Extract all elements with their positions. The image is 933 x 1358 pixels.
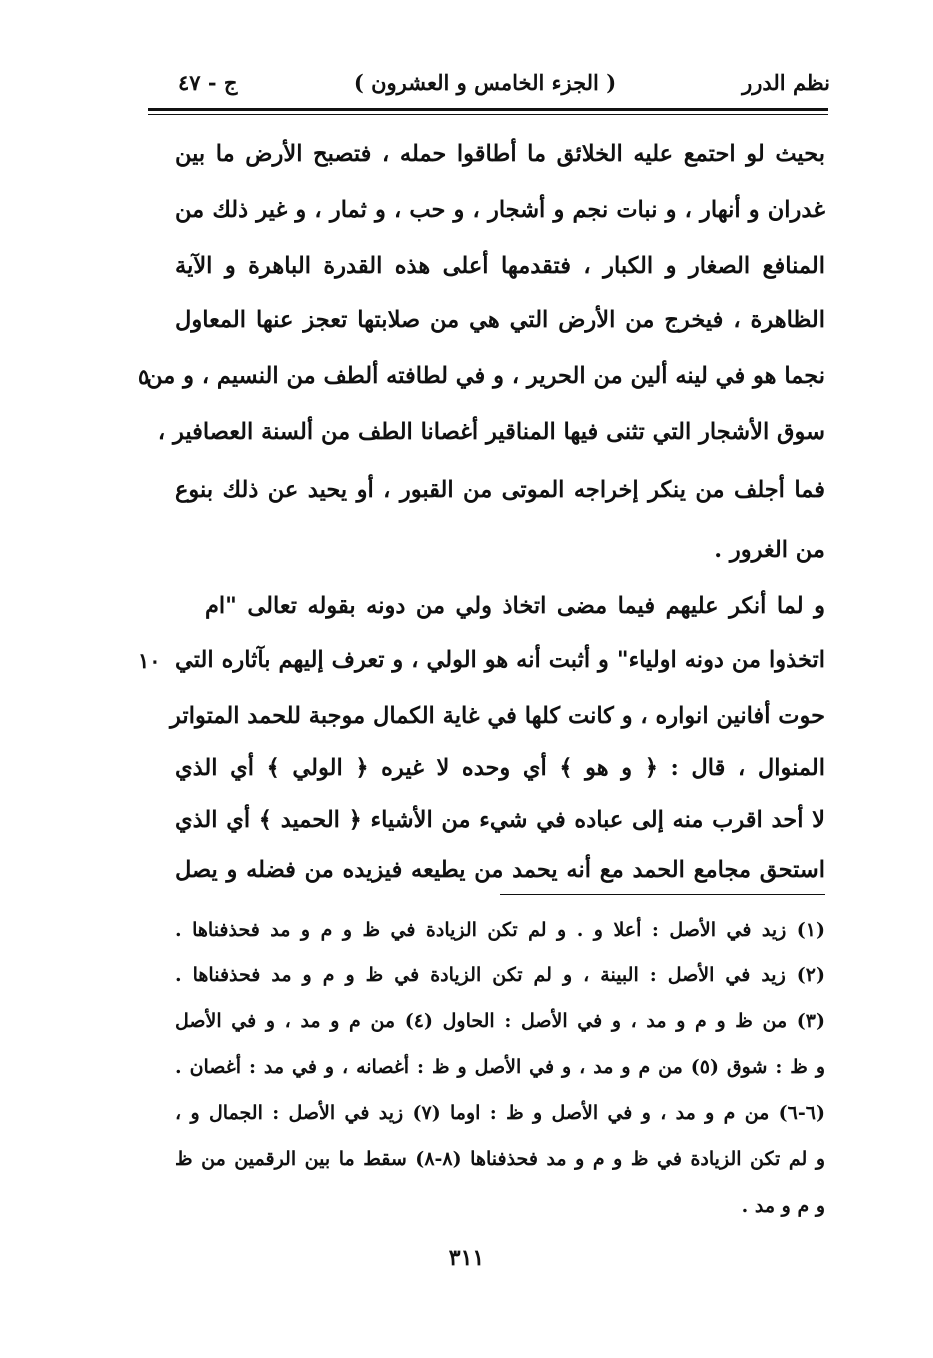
- text-line: المنافع الصغار و الكبار ، فتقدمها أعلى هذه القدرة الباهرة و الآية: [175, 253, 825, 279]
- text-line: سوق الأشجار التي تثنى فيها المناقير أغصانا الطف من ألسنة العصافير ،: [157, 419, 825, 445]
- header-rule-thick: [148, 108, 828, 111]
- text-line: الظاهرة ، فيخرج من الأرض التي هي من صلابتها تعجز عنها المعاول: [175, 307, 825, 333]
- part-title: ( الجزء الخامس و العشرون ): [353, 70, 617, 95]
- footnote-line: (٢) زيد في الأصل : البينة ، و لم تكن الزيادة في ظ و م و مد فحذفناها .: [175, 964, 825, 986]
- text-line: من الغرور .: [714, 537, 825, 563]
- text-line: حوت أفانين انواره ، و كانت كلها في غاية الكمال موجبة للحمد المتواتر: [170, 703, 825, 729]
- line-number: ١٠: [138, 648, 161, 673]
- footnote-line: (٣) من ظ و م و مد ، و في الأصل : الحاول (٤) من م و مد ، و في الأصل: [175, 1010, 825, 1032]
- running-header: [140, 66, 830, 106]
- footnote-line: و ظ : شوق (٥) من م و مد ، و في الأصل و ظ : أغصانه ، و في مد : أغصان .: [175, 1056, 826, 1078]
- page-number: ٣١١: [448, 1245, 485, 1271]
- line-number: ٥: [138, 364, 150, 389]
- text-line: بحيث لو احتمع عليه الخلائق ما أطاقوا حمله ، فتصبح الأرض ما بين: [175, 141, 825, 167]
- text-line: لا أحد اقرب منه إلى عباده في شيء من الأشياء ﴿ الحميد ﴾ أي الذي: [175, 807, 825, 833]
- text-line: استحق مجامع الحمد مع أنه يحمد من يطيعه فيزيده من فضله و يصل: [175, 857, 825, 883]
- footnote-line: و م و مد .: [741, 1195, 825, 1217]
- part-page-ref: ج - ٤٧: [178, 70, 238, 95]
- text-line: و لما أنكر عليهم فيما مضى اتخاذ ولي من دونه بقوله تعالى "ام: [205, 593, 825, 619]
- text-line: اتخذوا من دونه اولياء" و أثبت أنه هو الولي ، و تعرف إليهم بآثاره التي: [175, 647, 825, 673]
- book-title: نظم الدرر: [742, 70, 830, 95]
- footnote-line: (٦-٦) من م و مد ، و في الأصل و ظ : اوما (٧) زيد في الأصل : الجمال و ،: [175, 1102, 825, 1124]
- text-line: نجما هو في لينه ألين من الحرير ، و في لطافته ألطف من النسيم ، و من: [146, 363, 825, 389]
- footnote-rule: [500, 894, 825, 895]
- footnote-line: (١) زيد في الأصل : أعلا و . و لم تكن الزيادة في ظ و م و مد فحذفناها .: [175, 919, 825, 941]
- header-rule-thin: [148, 114, 828, 115]
- text-line: غدران و أنهار ، و نبات نجم و أشجار ، و حب ، و ثمار ، و غير ذلك من: [175, 197, 825, 223]
- text-line: المنوال ، قال : ﴿ و هو ﴾ أي وحده لا غيره ﴿ الولي ﴾ أي الذي: [175, 755, 825, 781]
- footnote-line: و لم تكن الزيادة في ظ و م و مد فحذفناها (٨-٨) سقط ما بين الرقمين من ظ: [175, 1148, 826, 1170]
- text-line: فما أجلف من ينكر إخراجه الموتى من القبور ، أو يحيد عن ذلك بنوع: [175, 477, 825, 503]
